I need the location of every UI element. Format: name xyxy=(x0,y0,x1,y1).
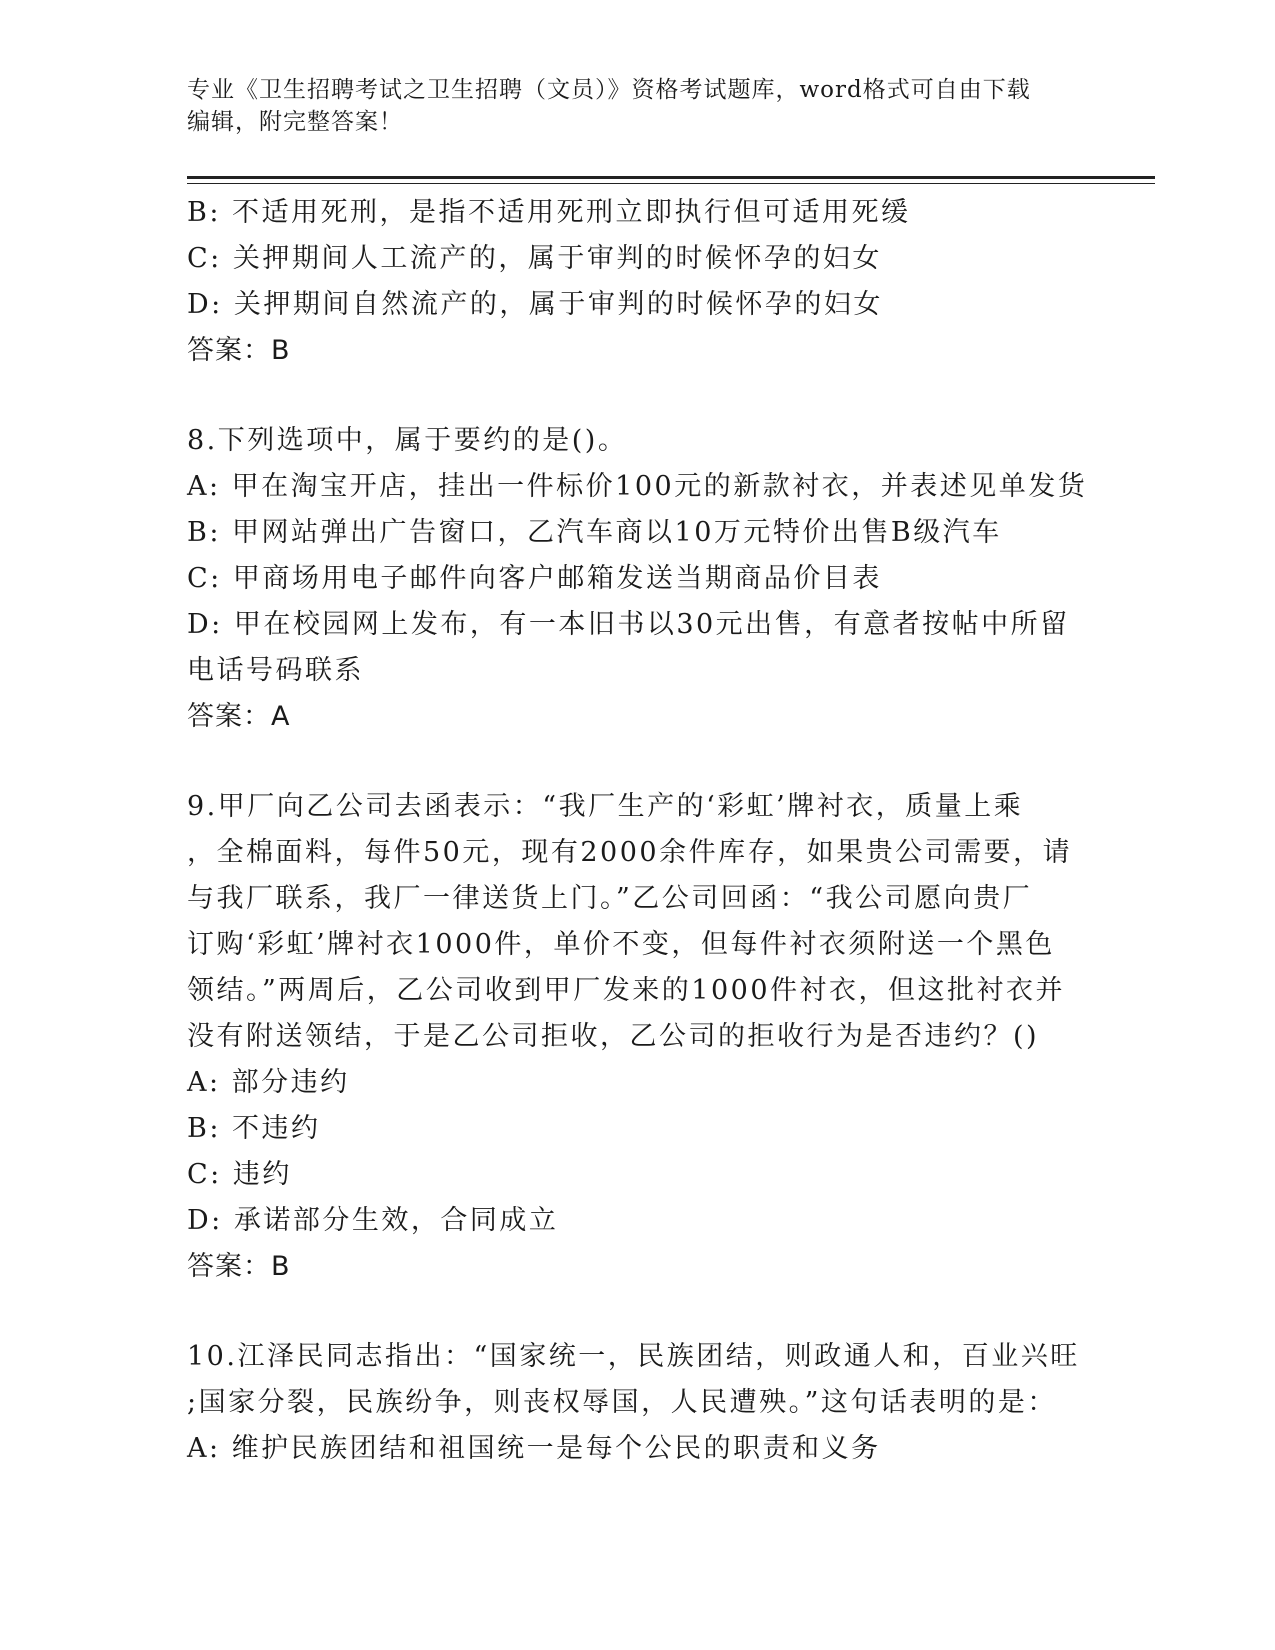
question-stem-line: 9.甲厂向乙公司去函表示：“我厂生产的‘彩虹’牌衬衣，质量上乘 xyxy=(187,791,1024,822)
spacer xyxy=(187,374,1087,418)
option-d: D: 关押期间自然流产的，属于审判的时候怀孕的妇女 xyxy=(187,289,883,320)
question-10-block xyxy=(187,1334,1087,1472)
option-d: D: 甲在校园网上发布，有一本旧书以30元出售，有意者按帖中所留 xyxy=(187,609,1070,640)
header-line-1: 专业《卫生招聘考试之卫生招聘（文员）》资格考试题库，word格式可自由下载 xyxy=(187,77,1031,103)
question-stem-line: ，全棉面料，每件50元，现有2000余件库存，如果贵公司需要，请 xyxy=(187,837,1073,868)
question-stem-line: 与我厂联系，我厂一律送货上门。”乙公司回函：“我公司愿向贵厂 xyxy=(187,883,1033,914)
option-b: B: 甲网站弹出广告窗口，乙汽车商以10万元特价出售B级汽车 xyxy=(187,517,1002,548)
prev-question-block xyxy=(187,190,1087,374)
option-c: C: 违约 xyxy=(187,1159,292,1190)
option-a: A: 维护民族团结和祖国统一是每个公民的职责和义务 xyxy=(187,1433,881,1464)
question-stem-line: ;国家分裂，民族纷争，则丧权辱国，人民遭殃。”这句话表明的是： xyxy=(187,1387,1057,1418)
option-d-continued: 电话号码联系 xyxy=(187,655,364,686)
option-c: C: 关押期间人工流产的，属于审判的时候怀孕的妇女 xyxy=(187,243,882,274)
header-line-2: 编辑，附完整答案！ xyxy=(187,109,403,135)
question-8-block xyxy=(187,418,1087,740)
option-a: A: 部分违约 xyxy=(187,1067,350,1098)
option-b: B: 不违约 xyxy=(187,1113,321,1144)
answer-line: 答案：A xyxy=(187,701,291,732)
question-stem-line: 订购‘彩虹’牌衬衣1000件，单价不变，但每件衬衣须附送一个黑色 xyxy=(187,929,1055,960)
question-stem-line: 领结。”两周后，乙公司收到甲厂发来的1000件衬衣，但这批衬衣并 xyxy=(187,975,1066,1006)
option-a: A: 甲在淘宝开店，挂出一件标价100元的新款衬衣，并表述见单发货 xyxy=(187,471,1088,502)
answer-line: 答案：B xyxy=(187,335,291,366)
question-9-block xyxy=(187,784,1087,1290)
option-c: C: 甲商场用电子邮件向客户邮箱发送当期商品价目表 xyxy=(187,563,882,594)
question-content xyxy=(187,190,1087,1472)
option-d: D: 承诺部分生效，合同成立 xyxy=(187,1205,559,1236)
spacer xyxy=(187,1290,1087,1334)
page-header xyxy=(187,74,1087,138)
spacer xyxy=(187,740,1087,784)
question-stem-line: 没有附送领结，于是乙公司拒收，乙公司的拒收行为是否违约？() xyxy=(187,1021,1040,1052)
header-rule-thick xyxy=(187,176,1155,179)
question-stem-line: 10.江泽民同志指出：“国家统一，民族团结，则政通人和，百业兴旺 xyxy=(187,1341,1080,1372)
header-rule-thin xyxy=(187,183,1155,184)
question-stem: 8.下列选项中，属于要约的是()。 xyxy=(187,425,628,456)
answer-line: 答案：B xyxy=(187,1251,291,1282)
option-b: B: 不适用死刑，是指不适用死刑立即执行但可适用死缓 xyxy=(187,197,911,228)
